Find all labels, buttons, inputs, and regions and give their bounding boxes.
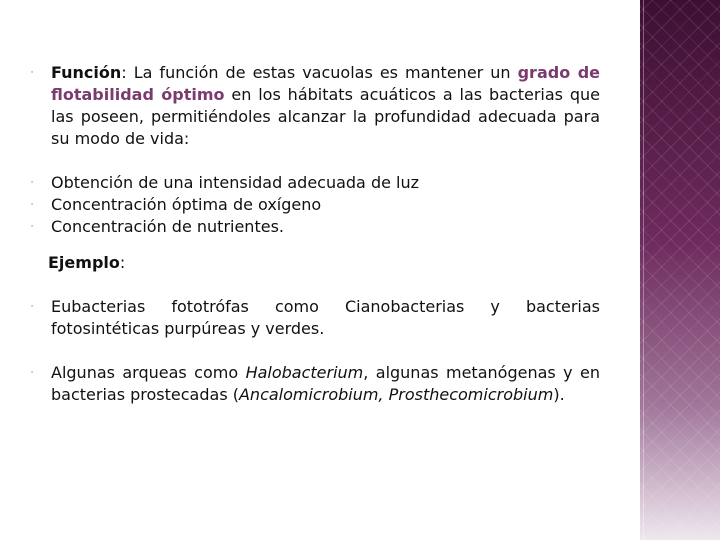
decorative-side-panel: [640, 0, 720, 540]
requisito-item: [28, 194, 600, 216]
bullet: ·: [30, 200, 34, 210]
bullet: ·: [30, 302, 34, 312]
arqueas-text-after: ).: [553, 385, 565, 404]
funcion-label: Función: [51, 63, 122, 82]
bullet: ·: [30, 222, 34, 232]
ejemplo-arqueas: [28, 362, 600, 406]
bullet: ·: [30, 68, 34, 78]
side-panel-divider: [643, 0, 644, 540]
requisito-text: Concentración óptima de oxígeno: [51, 195, 322, 214]
funcion-highlight: grado de flotabilidad óptimo: [51, 63, 600, 104]
ejemplo-eubacterias: [28, 296, 600, 340]
requisito-text: Obtención de una intensidad adecuada de luz: [51, 173, 420, 192]
funcion-colon: :: [121, 63, 134, 82]
funcion-text-after: en los hábitats acuáticos a las bacterias que las poseen, permitiéndoles alcanzar la profundidad adecuada para su modo de vida:: [51, 85, 601, 148]
bullet: ·: [30, 178, 34, 188]
slide-content: [28, 62, 600, 406]
requisito-item: [28, 216, 600, 238]
funcion-paragraph: [28, 62, 600, 150]
arqueas-genus: Halobacterium: [245, 363, 364, 382]
eubacterias-line-2: fotosintéticas purpúreas y verdes.: [51, 319, 325, 338]
requisito-item: [28, 172, 600, 194]
ejemplo-heading: [28, 252, 600, 274]
eubacterias-line-1: Eubacterias fototrófas como Cianobacterias y bacterias: [51, 297, 600, 316]
ejemplo-colon: :: [119, 253, 126, 272]
arqueas-examples: Ancalomicrobium, Prosthecomicrobium: [238, 385, 554, 404]
funcion-text-before: La función de estas vacuolas es mantener un: [133, 63, 518, 82]
arqueas-text-middle: , algunas metanógenas y en bacterias prostecadas (: [51, 363, 600, 404]
bullet: ·: [30, 368, 34, 378]
ejemplo-label: Ejemplo: [48, 253, 120, 272]
requisito-text: Concentración de nutrientes.: [51, 217, 284, 236]
arqueas-text-before: Algunas arqueas como: [51, 363, 246, 382]
